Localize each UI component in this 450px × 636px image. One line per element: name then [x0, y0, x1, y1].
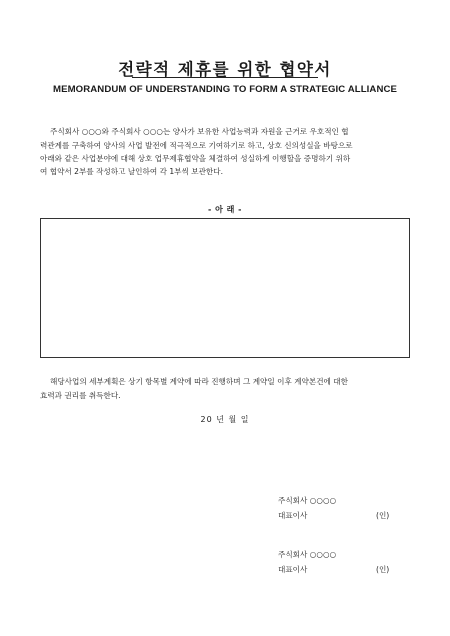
signature-representative: 대표이사 [278, 565, 308, 574]
closing-line: 해당사업의 세부계획은 상기 항목별 계약에 따라 진행하며 그 계약일 이후 계약본건에 대한 [50, 377, 348, 386]
signature-seal: (인) [376, 511, 390, 520]
intro-line: 아래와 같은 사업분야에 대해 상호 업무제휴협약을 체결하여 성실하게 이행할을 증명하기 위하 [40, 154, 351, 163]
title-underline [132, 77, 318, 78]
signature-company: 주식회사 ○○○○ [278, 496, 337, 505]
signature-company: 주식회사 ○○○○ [278, 550, 337, 559]
signature-representative: 대표이사 [278, 511, 308, 520]
intro-line: 력관계를 구축하여 양사의 사업 발전에 적극적으로 기여하기로 하고, 상호 신의성실을 바탕으로 [40, 141, 353, 150]
signature-seal: (인) [376, 565, 390, 574]
section-heading: - 아 래 - [208, 205, 242, 214]
intro-line: 주식회사 ○○○와 주식회사 ○○○는 양사가 보유한 사업능력과 자원을 근거로 우호적인 협 [50, 127, 349, 136]
content-box [40, 218, 410, 358]
document-title: 전략적 제휴를 위한 협약서 [118, 60, 332, 79]
document-subtitle: MEMORANDUM OF UNDERSTANDING TO FORM A STRATEGIC ALLIANCE [52, 84, 398, 95]
date-line: 20 년 월 일 [200, 415, 250, 424]
closing-line: 효력과 권리를 취득한다. [40, 391, 121, 400]
intro-line: 여 협약서 2부를 작성하고 날인하여 각 1부씩 보관한다. [40, 167, 224, 176]
